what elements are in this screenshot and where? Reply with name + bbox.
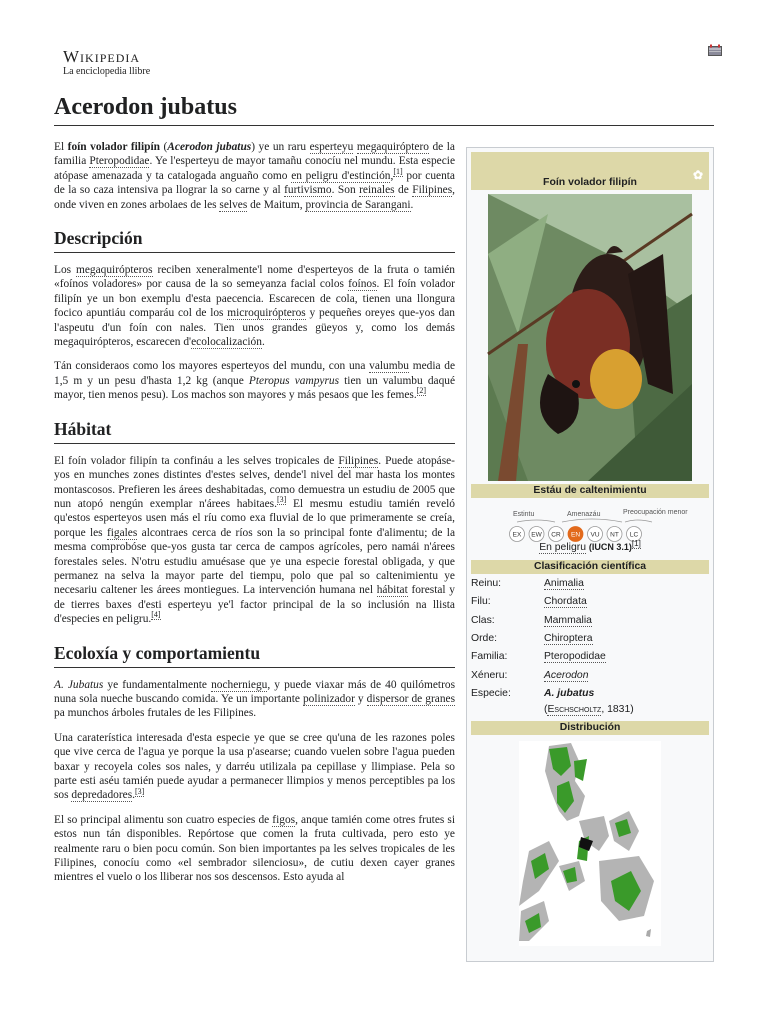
scientific-name: Acerodon jubatus	[167, 141, 252, 153]
distribution-map[interactable]	[519, 741, 661, 946]
taxonomy-rank: Familia:	[471, 651, 508, 663]
conservation-status	[467, 538, 713, 553]
scale-label-concern: Preocupación menor	[623, 509, 688, 516]
taxonomy-rank: Clas:	[471, 614, 495, 626]
link-valumbu[interactable]: valumbu	[369, 360, 409, 373]
link-selves[interactable]: selves	[219, 198, 248, 211]
taxonomy-rank: Reinu:	[471, 578, 502, 589]
wikipedia-tagline: La enciclopedia llibre	[63, 66, 151, 77]
scale-label-threatened: Amenazáu	[567, 511, 601, 518]
link-megaquiroptero[interactable]: megaquiróptero	[356, 141, 429, 153]
link-reinales[interactable]: reinales	[359, 184, 395, 197]
taxonomy-value[interactable]: Acerodon	[544, 669, 589, 681]
reference-3[interactable]: [3]	[276, 495, 287, 505]
pteropus-name: Pteropus vampyrus	[248, 374, 340, 387]
link-megaquiropteros[interactable]: megaquirópteros	[75, 264, 153, 277]
link-furtivismo[interactable]: furtivismo	[284, 184, 332, 197]
habitat-paragraph: El foín volador filipín ta confináu a les selves tropicales de Filipines. Puede atopáse-yos en munches zones distintes d'estes selves, dende'l nivel del mar hasta los montes montascosos. Prefieren les árees deshabitadas, como demuestra un estudiu de 2005 que nun atopó nengún exemplar n'árees habitaes.[3] El mesmu estudiu tamién reveló qu'estos esperteyos usen más el ríu como exa fluvial de lo que primeramente se creía, porque les figales alcontraes cerca de ríos son la so principal fonte d'alimentu; de la mesma comprobóse que-yos gusta tar cerca de campos agrícoles, pero namái n'árees forestales seles. N'otru estudiu amuésase que ye una especie forestal obligada, y que permanez na selva la mayor parte del tiempu, polo que pal so caltenimientu ye necesariu caltener les árees montiegues. La intervención humana nel hábitat forestal y de tierres baxes d'esti esperteyu ye'l factor principal de la so inclusión na llista d'especies en peligru.[4]	[54, 454, 455, 626]
status-code-label: VU	[590, 531, 600, 539]
link-esperteyu[interactable]: esperteyu	[309, 141, 354, 153]
status-code-label: EN	[570, 531, 581, 539]
description-paragraph-2: Tán consideraos como los mayores esperteyos del mundu, con una valumbu media de 1,5 m y un pesu d'hasta 1,2 kg (anque Pteropus vampyrus tien un valumbu daqué mayor, tien menos pesu). Los machos son mayores y más pesaos que les femes.[2]	[54, 360, 456, 402]
reference-2[interactable]: [2]	[416, 386, 427, 396]
link-pteropodidae[interactable]: Pteropodidae	[89, 155, 150, 168]
link-filipines-2[interactable]: Filipines	[338, 454, 379, 467]
link-dispersor-granes[interactable]: dispersor de granes	[366, 692, 456, 705]
link-sarangani[interactable]: provincia de Sarangani	[305, 198, 411, 211]
taxonomy-rank: Filu:	[471, 596, 491, 608]
section-heading-habitat: Hábitat	[54, 419, 455, 444]
section-heading-descripcion: Descripción	[54, 228, 455, 253]
species-photo[interactable]	[488, 194, 692, 481]
ecology-paragraph-1: A. Jubatus ye fundamentalmente nocherniegu, y puede viaxar más de 40 quilómetros nuna sola nueche buscando comida. Ye un importante polinizador y dispersor de granes pa munchos árboles frutales de les Filipines.	[54, 678, 456, 720]
taxonomy-value[interactable]: Pteropodidae	[544, 651, 606, 663]
status-reference[interactable]: [1]	[631, 538, 641, 548]
link-polinizador[interactable]: polinizador	[302, 692, 355, 705]
wikipedia-wordmark: Wikipedia	[63, 47, 141, 66]
link-figos[interactable]: figos	[272, 813, 296, 826]
link-foinos[interactable]: foínos	[348, 278, 377, 291]
link-figales[interactable]: figales	[106, 526, 138, 539]
ecology-paragraph-3: El so principal alimentu son cuatro especies de figos, anque tamién come otres frutes si estos nun tán disponibles. Repórtose que comen la fruta cultivada, pero esto ye realmente raru o bien pocu común. Son bien importantes pa les selves tropicales de les Filipines, conocíu como «el sembrador silenciosu», de cutiu dexen cayer granes mientres el vuelo o los lliberar nos sos descensos. Esto ayuda al	[54, 813, 456, 884]
ecology-paragraph-2: Una caraterística interesada d'esta especie ye que se cree qu'una de les razones poles que vive cerca de l'agua ye porque la usa p'asearse; cuando vuelen sobre l'agua pueden baxar y recoyela coles sos nales, y darréu utilizala pa cepillase y llimpiase. Pela so parte esti aséu tamién puede ayudar a permanecer llimpios y menos perceptibles pa los sos depredadores.[3]	[54, 731, 455, 802]
intro-paragraph: El foín volador filipín (Acerodon jubatus) ye un raru esperteyu megaquiróptero de la familia Pteropodidae. Ye l'esperteyu de mayor tamañu conocíu nel mundu. Esta especie atópase amenazada y ta catalogada anguaño como en peligru d'estinción,[1] por cuenta de la so caza intensiva pa llograr la so carne y al furtivismo. Son reinales de Filipines, onde viven en zones arbolaes de les selves de Maitum, provincia de Sarangani.	[54, 141, 455, 211]
wikipedia-logo[interactable]	[63, 48, 163, 78]
distribution-heading: Distribución	[471, 721, 709, 735]
status-link[interactable]: En peligru	[539, 542, 586, 553]
taxonomy-rank: Orde:	[471, 632, 497, 644]
description-paragraph-1: Los megaquirópteros reciben xeneralmente'l nome d'esperteyos de la fruta o tamién «foínos voladores» por causa de la so semeyanza facial colos foínos. El foín volador filipín ye un bon exemplu d'esta paecencia. Escarecen de cola, tienen una llongura focico apuntiáu comparáu col de los microquirópteros y pequeñes oreyes que-yos dan l'aspeutu d'un foín con nales. Tien unos grandes güeyos y, como los demás megaquirópteros, escarecen d'ecolocalización.	[54, 264, 455, 349]
taxobox-title: Foín volador filipín ✿	[471, 152, 709, 190]
article-body	[54, 140, 455, 895]
link-nocherniegu[interactable]: nocherniegu	[211, 678, 268, 691]
taxonomy-rank: Xéneru:	[471, 669, 508, 681]
authority: (Eschscholtz, 1831)	[544, 704, 634, 715]
taxonomy-value[interactable]: Animalia	[544, 578, 584, 589]
status-code-label: NT	[610, 531, 619, 539]
reference-1[interactable]: [1]	[393, 167, 403, 177]
taxonomy-value[interactable]: Mammalia	[544, 614, 592, 626]
link-en-peligru[interactable]: en peligru d'estinción	[291, 169, 391, 182]
status-code-label: EW	[531, 531, 542, 539]
status-code-label: LC	[629, 531, 639, 539]
scale-label-extinct: Estintu	[513, 511, 535, 518]
common-name: foín volador filipín	[67, 141, 160, 153]
conservation-status-heading: Estáu de caltenimientu	[471, 484, 709, 498]
section-heading-ecoloxia: Ecoloxía y comportamientu	[54, 643, 455, 668]
page-title: Acerodon jubatus	[54, 94, 237, 120]
taxonomy-value[interactable]: Chiroptera	[544, 632, 593, 644]
title-divider	[54, 125, 714, 126]
taxonomy-rank: Especie:	[471, 687, 511, 699]
authority-author[interactable]: Eschscholtz	[547, 704, 602, 715]
taxobox	[466, 147, 714, 962]
taxonomy-value: A. jubatus	[544, 687, 595, 699]
status-code-label: CR	[551, 531, 561, 539]
link-habitat[interactable]: hábitat	[376, 584, 408, 597]
paw-icon: ✿	[692, 168, 703, 182]
reference-4[interactable]: [4]	[151, 610, 161, 620]
link-microquiropteros[interactable]: microquirópteros	[227, 307, 306, 320]
link-filipines[interactable]: Filipines	[412, 184, 453, 197]
taxonomy-value[interactable]: Chordata	[544, 596, 587, 608]
classification-heading: Clasificación científica	[471, 560, 709, 574]
status-code-label: EX	[512, 531, 522, 539]
reference-3b[interactable]: [3]	[135, 786, 145, 796]
status-source: (IUCN 3.1)	[588, 542, 632, 552]
link-ecolocalizacion[interactable]: ecolocalización	[191, 336, 262, 349]
link-depredadores[interactable]: depredadores	[71, 789, 133, 802]
bookmark-icon[interactable]	[708, 44, 722, 56]
